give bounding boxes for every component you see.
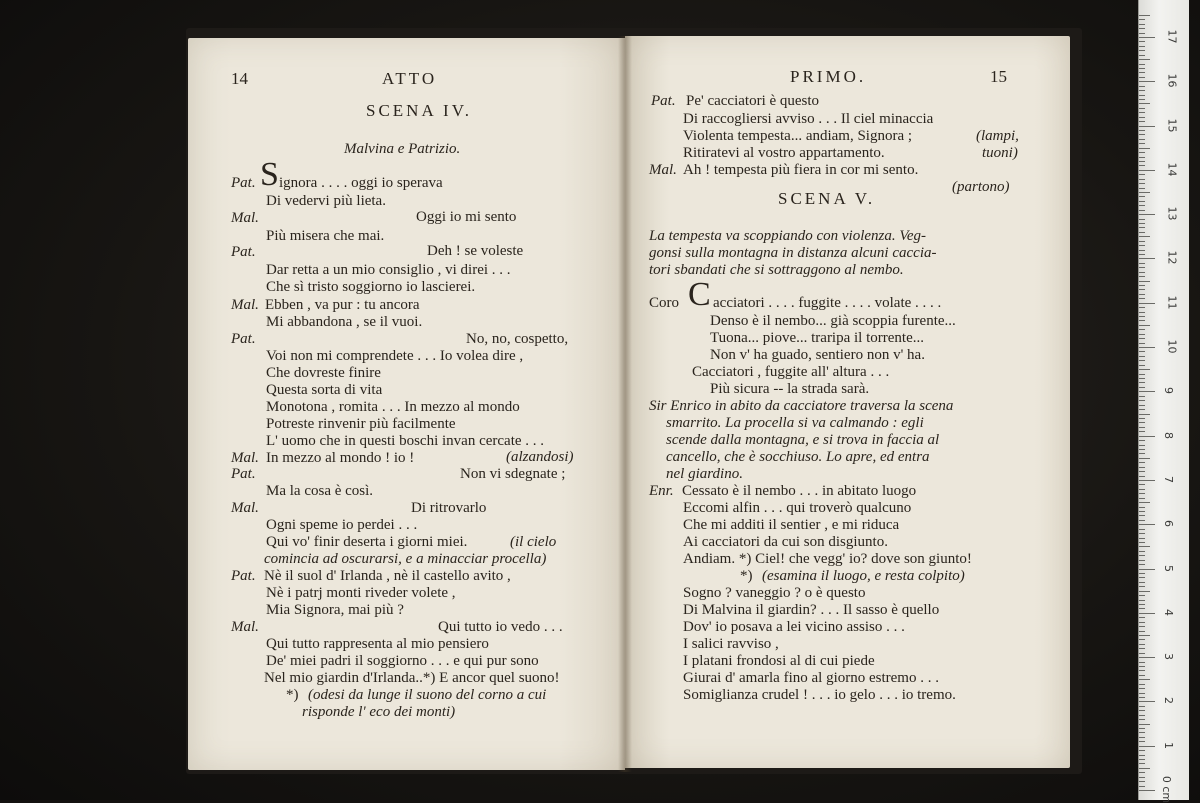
right-text-line: acciatori . . . . fuggite . . . . volate . . . . <box>713 295 942 311</box>
ruler-tick <box>1139 37 1155 38</box>
ruler-tick <box>1139 267 1145 268</box>
ruler-tick <box>1139 533 1145 534</box>
ruler-tick <box>1139 316 1145 317</box>
left-text-line: Potreste rinvenir più facilmente <box>266 416 456 432</box>
drop-cap-s: S <box>260 156 279 193</box>
ruler-tick <box>1139 675 1145 676</box>
ruler-tick <box>1139 121 1145 122</box>
ruler-label: 11 <box>1165 295 1179 310</box>
ruler-tick <box>1139 232 1145 233</box>
ruler-tick <box>1139 174 1145 175</box>
ruler-tick <box>1139 50 1145 51</box>
ruler-tick <box>1139 697 1145 698</box>
ruler-tick <box>1139 719 1145 720</box>
ruler-tick <box>1139 148 1150 149</box>
ruler-tick <box>1139 484 1145 485</box>
ruler-tick <box>1139 46 1145 47</box>
ruler-label: 6 <box>1162 520 1175 528</box>
right-text-line: cancello, che è socchiuso. Lo apre, ed entra <box>666 449 930 465</box>
ruler-tick <box>1139 670 1145 671</box>
right-text-line: Giurai d' amarla fino al giorno estremo . . . <box>683 670 939 686</box>
left-text-line: Pat. <box>231 568 256 584</box>
ruler-tick <box>1139 648 1145 649</box>
ruler-tick <box>1139 763 1145 764</box>
ruler-tick <box>1139 750 1145 751</box>
left-text-line: L' uomo che in questi boschi invan cercate . . . <box>266 433 545 449</box>
ruler-tick <box>1139 117 1145 118</box>
ruler-label: 0 cm <box>1160 775 1174 803</box>
right-text-line: Sir Enrico in abito da cacciatore traversa la scena <box>649 398 954 414</box>
ruler-tick <box>1139 440 1145 441</box>
left-text-line: Mal. <box>231 450 259 466</box>
ruler-tick <box>1139 644 1145 645</box>
left-text-line: Più misera che mai. <box>266 228 385 244</box>
left-text-line: Mi abbandona , se il vuoi. <box>266 314 423 330</box>
ruler-label: 5 <box>1162 564 1175 572</box>
ruler-tick <box>1139 19 1145 20</box>
ruler-tick <box>1139 569 1155 570</box>
left-text-line: ignora . . . . oggi io sperava <box>279 175 443 191</box>
ruler-tick <box>1139 555 1145 556</box>
ruler-tick <box>1139 715 1145 716</box>
right-text-line: I salici ravviso , <box>683 636 779 652</box>
ruler-tick <box>1139 759 1145 760</box>
ruler-tick <box>1139 68 1145 69</box>
ruler-tick <box>1139 520 1145 521</box>
ruler-tick <box>1139 227 1145 228</box>
ruler-tick <box>1139 462 1145 463</box>
ruler-tick <box>1139 498 1145 499</box>
ruler-tick <box>1139 245 1145 246</box>
ruler-tick <box>1139 281 1150 282</box>
ruler-tick <box>1139 41 1145 42</box>
right-text-line: Cessato è il nembo . . . in abitato luogo <box>682 483 917 499</box>
ruler-tick <box>1139 710 1145 711</box>
left-text-line: risponde l' eco dei monti) <box>302 704 456 720</box>
ruler-label: 3 <box>1162 653 1175 661</box>
ruler-tick <box>1139 378 1145 379</box>
right-text-line: (esamina il luogo, e resta colpito) <box>762 568 965 584</box>
right-running-head: PRIMO. <box>790 67 867 86</box>
right-text-line: Denso è il nembo... già scoppia furente... <box>710 313 956 329</box>
left-text-line: Ebben , va pur : tu ancora <box>265 297 420 313</box>
ruler-tick <box>1139 551 1145 552</box>
left-text-line: Pat. <box>231 244 256 260</box>
right-text-line: Di Malvina il giardin? . . . Il sasso è quello <box>683 602 940 618</box>
left-text-line: Nel mio giardin d'Irlanda..*) E ancor quel suono! <box>264 670 560 686</box>
ruler-tick <box>1139 777 1145 778</box>
ruler-tick <box>1139 90 1145 91</box>
left-text-line: comincia ad oscurarsi, e a minacciar procella) <box>264 551 547 567</box>
ruler-tick <box>1139 564 1145 565</box>
ruler-tick <box>1139 458 1150 459</box>
ruler-tick <box>1139 183 1145 184</box>
ruler-tick <box>1139 573 1145 574</box>
right-text-line: La tempesta va scoppiando con violenza. Veg- <box>649 228 927 244</box>
ruler-tick <box>1139 746 1155 747</box>
right-text-line: I platani frondosi al di cui piede <box>683 653 875 669</box>
ruler-tick <box>1139 422 1145 423</box>
right-text-line: Sogno ? vaneggio ? o è questo <box>683 585 866 601</box>
ruler-tick <box>1139 356 1145 357</box>
right-text-line: nel giardino. <box>666 466 743 482</box>
left-text-line: De' miei padri il soggiorno . . . e qui pur sono <box>266 653 539 669</box>
ruler-tick <box>1139 546 1150 547</box>
right-text-line: *) <box>740 568 753 584</box>
ruler-tick <box>1139 254 1145 255</box>
ruler-tick <box>1139 445 1145 446</box>
left-running-head: ATTO <box>382 69 438 88</box>
ruler-label: 4 <box>1162 608 1175 616</box>
left-text-line: Di vedervi più lieta. <box>266 193 386 209</box>
ruler-tick <box>1139 427 1145 428</box>
ruler-tick <box>1139 577 1145 578</box>
ruler-tick <box>1139 307 1145 308</box>
right-text-line: Ai cacciatori da cui son disgiunto. <box>683 534 888 550</box>
ruler-tick <box>1139 205 1145 206</box>
ruler-tick <box>1139 347 1155 348</box>
ruler-label: 1 <box>1162 741 1175 749</box>
ruler-label: 10 <box>1165 339 1179 354</box>
ruler-tick <box>1139 493 1145 494</box>
left-text-line: Deh ! se voleste <box>427 243 524 259</box>
ruler-tick <box>1139 112 1145 113</box>
right-text-line: Coro <box>649 295 679 311</box>
ruler-tick <box>1139 343 1145 344</box>
ruler-tick <box>1139 684 1145 685</box>
ruler-tick <box>1139 453 1145 454</box>
right-text-line: gonsi sulla montagna in distanza alcuni caccia- <box>649 245 937 261</box>
ruler-label: 8 <box>1162 431 1175 439</box>
ruler-tick <box>1139 201 1145 202</box>
ruler-tick <box>1139 772 1145 773</box>
ruler-tick <box>1139 431 1145 432</box>
ruler-tick <box>1139 360 1145 361</box>
right-text-line: (partono) <box>952 179 1010 195</box>
ruler-tick <box>1139 223 1145 224</box>
ruler-tick <box>1139 334 1145 335</box>
left-text-line: Mal. <box>231 210 259 226</box>
right-page-number: 15 <box>990 67 1007 86</box>
ruler-tick <box>1139 72 1145 73</box>
ruler-tick <box>1139 134 1145 135</box>
ruler-tick <box>1139 365 1145 366</box>
right-text-line: Tuona... piove... traripa il torrente... <box>710 330 924 346</box>
left-page-number: 14 <box>231 69 248 88</box>
right-scene-title: SCENA V. <box>778 189 876 208</box>
ruler-tick <box>1139 258 1155 259</box>
ruler-tick <box>1139 586 1145 587</box>
ruler-tick <box>1139 476 1145 477</box>
ruler-tick <box>1139 33 1145 34</box>
ruler-tick <box>1139 152 1145 153</box>
left-text-line: Che sì tristo soggiorno io lascierei. <box>266 279 476 295</box>
ruler-tick <box>1139 639 1145 640</box>
left-text-line: Monotona , romita . . . In mezzo al mondo <box>266 399 520 415</box>
right-text-line: tuoni) <box>982 145 1018 161</box>
right-text-line: Somiglianza crudel ! . . . io gelo . . . io tremo. <box>683 687 956 703</box>
ruler-tick <box>1139 59 1150 60</box>
ruler-tick <box>1139 157 1145 158</box>
ruler-tick <box>1139 294 1145 295</box>
ruler-label: 15 <box>1165 118 1179 133</box>
ruler-tick <box>1139 196 1145 197</box>
right-text-line: Pe' cacciatori è questo <box>686 93 820 109</box>
ruler-tick <box>1139 595 1145 596</box>
ruler-tick <box>1139 604 1145 605</box>
right-text-line: Violenta tempesta... andiam, Signora ; <box>683 128 913 144</box>
ruler-tick <box>1139 15 1150 16</box>
ruler-tick <box>1139 298 1145 299</box>
right-text-line: Più sicura -- la strada sarà. <box>710 381 870 397</box>
left-text-line: Dar retta a un mio consiglio , vi direi . . . <box>266 262 511 278</box>
ruler-tick <box>1139 538 1145 539</box>
ruler-tick <box>1139 179 1145 180</box>
ruler-tick <box>1139 679 1150 680</box>
ruler-tick <box>1139 790 1155 791</box>
ruler-tick <box>1139 338 1145 339</box>
ruler-tick <box>1139 471 1145 472</box>
right-text-line: Che mi additi il sentier , e mi riduca <box>683 517 900 533</box>
ruler-tick <box>1139 108 1145 109</box>
ruler-tick <box>1139 613 1155 614</box>
ruler-tick <box>1139 502 1150 503</box>
ruler-tick <box>1139 657 1155 658</box>
ruler-tick <box>1139 188 1145 189</box>
ruler-tick <box>1139 409 1145 410</box>
ruler-tick <box>1139 688 1145 689</box>
ruler-tick <box>1139 320 1145 321</box>
left-text-line: Non vi sdegnate ; <box>460 466 566 482</box>
ruler-tick <box>1139 236 1150 237</box>
right-text-line: Non v' ha guado, sentiero non v' ha. <box>710 347 925 363</box>
left-text-line: Oggi io mi sento <box>416 209 517 225</box>
ruler-tick <box>1139 64 1145 65</box>
right-text-line: Cacciatori , fuggite all' altura . . . <box>692 364 890 380</box>
ruler-tick <box>1139 351 1145 352</box>
ruler-tick <box>1139 382 1145 383</box>
ruler-tick <box>1139 214 1155 215</box>
ruler-tick <box>1139 263 1145 264</box>
ruler-tick <box>1139 276 1145 277</box>
ruler-tick <box>1139 529 1145 530</box>
right-text-line: Di raccogliersi avviso . . . Il ciel minaccia <box>683 111 934 127</box>
right-text-line: scende dalla montagna, e si trova in faccia al <box>666 432 940 448</box>
left-text-line: (il cielo <box>510 534 557 550</box>
ruler-tick <box>1139 755 1145 756</box>
right-text-line: Ritiratevi al vostro appartamento. <box>683 145 885 161</box>
left-text-line: Qui tutto io vedo . . . <box>438 619 563 635</box>
ruler-tick <box>1139 103 1150 104</box>
left-text-line: In mezzo al mondo ! io ! <box>266 450 415 466</box>
ruler-tick <box>1139 600 1145 601</box>
left-text-line: Qui tutto rappresenta al mio pensiero <box>266 636 489 652</box>
ruler-tick <box>1139 436 1155 437</box>
right-text-line: (lampi, <box>976 128 1019 144</box>
ruler-tick <box>1139 369 1150 370</box>
left-text-line: Mal. <box>231 619 259 635</box>
ruler-tick <box>1139 28 1145 29</box>
ruler-tick <box>1139 781 1145 782</box>
ruler-tick <box>1139 728 1145 729</box>
ruler-tick <box>1139 241 1145 242</box>
ruler-label: 17 <box>1165 29 1179 44</box>
ruler-tick <box>1139 396 1145 397</box>
ruler-label: 16 <box>1165 73 1179 88</box>
ruler-tick <box>1139 768 1150 769</box>
ruler-tick <box>1139 622 1145 623</box>
ruler-tick <box>1139 405 1145 406</box>
ruler-tick <box>1139 86 1145 87</box>
left-text-line: Che dovreste finire <box>266 365 381 381</box>
left-text-line: Ogni speme io perdei . . . <box>266 517 418 533</box>
ruler-label: 13 <box>1165 206 1179 221</box>
right-text-line: Enr. <box>649 483 674 499</box>
ruler-tick <box>1139 325 1150 326</box>
left-text-line: Nè il suol d' Irlanda , nè il castello avito , <box>264 568 511 584</box>
left-text-line: Ma la cosa è così. <box>266 483 374 499</box>
right-text-line: Pat. <box>651 93 676 109</box>
ruler-tick <box>1139 560 1145 561</box>
ruler-tick <box>1139 95 1145 96</box>
ruler-tick <box>1139 489 1145 490</box>
ruler-tick <box>1139 467 1145 468</box>
ruler-tick <box>1139 724 1150 725</box>
left-text-line: No, no, cospetto, <box>466 331 569 347</box>
ruler-tick <box>1139 387 1145 388</box>
measurement-ruler <box>1138 0 1189 803</box>
ruler-tick <box>1139 626 1145 627</box>
ruler-tick <box>1139 130 1145 131</box>
ruler-tick <box>1139 591 1150 592</box>
ruler-tick <box>1139 542 1145 543</box>
ruler-tick <box>1139 77 1145 78</box>
ruler-tick <box>1139 165 1145 166</box>
left-text-line: Questa sorta di vita <box>266 382 383 398</box>
left-text-line: Mal. <box>231 297 259 313</box>
left-text-line: Qui vo' finir deserta i giorni miei. <box>266 534 468 550</box>
ruler-tick <box>1139 635 1150 636</box>
left-text-line: (alzandosi) <box>506 449 574 465</box>
ruler-tick <box>1139 737 1145 738</box>
ruler-tick <box>1139 400 1145 401</box>
ruler-tick <box>1139 480 1155 481</box>
ruler-tick <box>1139 524 1155 525</box>
left-text-line: Pat. <box>231 175 256 191</box>
ruler-tick <box>1139 391 1155 392</box>
left-text-line: Mia Signora, mai più ? <box>266 602 404 618</box>
ruler-tick <box>1139 507 1145 508</box>
right-text-line: Eccomi alfin . . . qui troverò qualcuno <box>683 500 912 516</box>
ruler-tick <box>1139 732 1145 733</box>
left-text-line: (odesi da lunge il suono del corno a cui <box>308 687 547 703</box>
ruler-tick <box>1139 210 1145 211</box>
ruler-label: 9 <box>1162 387 1175 395</box>
ruler-tick <box>1139 617 1145 618</box>
right-text-line: Andiam. *) Ciel! che vegg' io? dove son giunto! <box>683 551 972 567</box>
ruler-tick <box>1139 582 1145 583</box>
right-text-line: Ah ! tempesta più fiera in cor mi sento. <box>683 162 919 178</box>
ruler-tick <box>1139 701 1155 702</box>
ruler-tick <box>1139 289 1145 290</box>
ruler-tick <box>1139 662 1145 663</box>
ruler-tick <box>1139 329 1145 330</box>
right-text-line: Mal. <box>649 162 677 178</box>
left-text-line: Nè i patrj monti riveder volete , <box>266 585 456 601</box>
ruler-label: 14 <box>1165 162 1179 177</box>
ruler-tick <box>1139 55 1145 56</box>
ruler-tick <box>1139 99 1145 100</box>
left-text-line: *) <box>286 687 299 703</box>
left-text-line: Voi non mi comprendete . . . Io volea dire , <box>266 348 524 364</box>
ruler-tick <box>1139 303 1155 304</box>
left-scene-title: SCENA IV. <box>366 101 473 120</box>
ruler-tick <box>1139 272 1145 273</box>
ruler-tick <box>1139 414 1150 415</box>
ruler-label: 2 <box>1162 697 1175 705</box>
ruler-tick <box>1139 608 1145 609</box>
ruler-tick <box>1139 706 1145 707</box>
ruler-tick <box>1139 786 1145 787</box>
ruler-tick <box>1139 285 1145 286</box>
left-text-line: Pat. <box>231 331 256 347</box>
ruler-tick <box>1139 653 1145 654</box>
drop-cap-c: C <box>688 276 711 313</box>
ruler-tick <box>1139 631 1145 632</box>
ruler-tick <box>1139 250 1145 251</box>
ruler-tick <box>1139 374 1145 375</box>
ruler-label: 7 <box>1162 475 1175 483</box>
ruler-tick <box>1139 81 1155 82</box>
ruler-tick <box>1139 170 1155 171</box>
scene-characters: Malvina e Patrizio. <box>344 141 461 157</box>
ruler-tick <box>1139 139 1145 140</box>
ruler-tick <box>1139 741 1145 742</box>
ruler-tick <box>1139 449 1145 450</box>
ruler-tick <box>1139 161 1145 162</box>
ruler-tick <box>1139 511 1145 512</box>
ruler-tick <box>1139 24 1145 25</box>
right-text-line: tori sbandati che si sottraggono al nembo. <box>649 262 904 278</box>
ruler-label: 12 <box>1165 250 1179 265</box>
ruler-tick <box>1139 515 1145 516</box>
ruler-tick <box>1139 418 1145 419</box>
ruler-tick <box>1139 126 1155 127</box>
right-text-line: smarrito. La procella si va calmando : egli <box>666 415 924 431</box>
ruler-tick <box>1139 219 1145 220</box>
ruler-tick <box>1139 666 1145 667</box>
ruler-tick <box>1139 192 1150 193</box>
left-text-line: Mal. <box>231 500 259 516</box>
ruler-tick <box>1139 312 1145 313</box>
right-text-line: Dov' io posava a lei vicino assiso . . . <box>683 619 905 635</box>
left-text-line: Pat. <box>231 466 256 482</box>
ruler-tick <box>1139 693 1145 694</box>
left-text-line: Di ritrovarlo <box>411 500 487 516</box>
ruler-tick <box>1139 143 1145 144</box>
book-gutter <box>618 36 632 772</box>
